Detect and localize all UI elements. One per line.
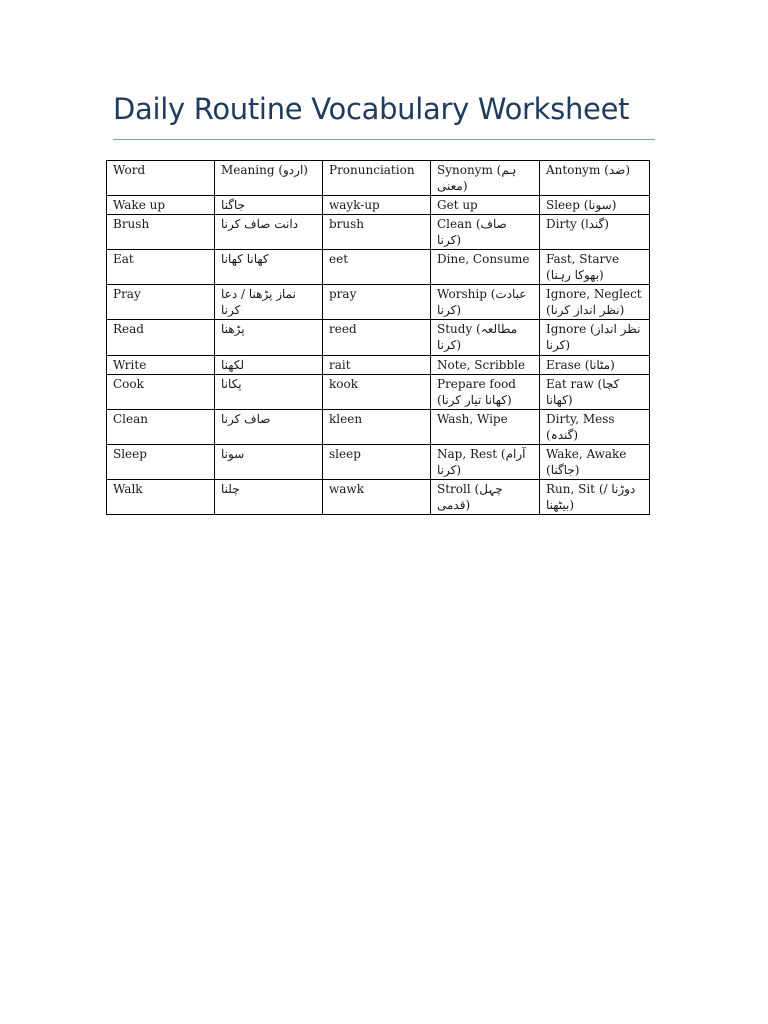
cell-meaning: دانت صاف کرنا (215, 215, 323, 250)
cell-antonym: Fast, Starve (بھوکا رہنا) (540, 250, 650, 285)
table-row (107, 375, 650, 410)
cell-synonym: Note, Scribble (431, 356, 540, 375)
cell-meaning: لکھنا (215, 356, 323, 375)
cell-word: Pray (107, 285, 215, 320)
header-word: Word (107, 161, 215, 196)
cell-pronunciation: kook (323, 375, 431, 410)
cell-antonym: Ignore (نظر انداز کرنا) (540, 320, 650, 356)
cell-meaning: سونا (215, 445, 323, 480)
cell-meaning: جاگنا (215, 196, 323, 215)
cell-word: Cook (107, 375, 215, 410)
cell-meaning: صاف کرنا (215, 410, 323, 445)
header-meaning: Meaning (اردو) (215, 161, 323, 196)
cell-antonym: Ignore, Neglect (نظر انداز کرنا) (540, 285, 650, 320)
table-row (107, 250, 650, 285)
header-synonym: Synonym (ہم معنی) (431, 161, 540, 196)
cell-synonym: Dine, Consume (431, 250, 540, 285)
cell-meaning: چلنا (215, 480, 323, 515)
cell-antonym: Eat raw (کچا کھانا) (540, 375, 650, 410)
vocabulary-table (106, 160, 650, 515)
cell-synonym: Prepare food (کھانا تیار کرنا) (431, 375, 540, 410)
table-row (107, 445, 650, 480)
cell-pronunciation: brush (323, 215, 431, 250)
cell-antonym: Dirty, Mess (گندہ) (540, 410, 650, 445)
cell-word: Write (107, 356, 215, 375)
cell-pronunciation: wayk-up (323, 196, 431, 215)
cell-pronunciation: eet (323, 250, 431, 285)
cell-word: Clean (107, 410, 215, 445)
cell-pronunciation: wawk (323, 480, 431, 515)
cell-word: Sleep (107, 445, 215, 480)
table-header-row (107, 161, 650, 196)
table-row (107, 410, 650, 445)
cell-word: Eat (107, 250, 215, 285)
cell-meaning: نماز پڑھنا / دعا کرنا (215, 285, 323, 320)
table-row (107, 480, 650, 515)
table-row (107, 196, 650, 215)
cell-antonym: Dirty (گندا) (540, 215, 650, 250)
cell-synonym: Worship (عبادت کرنا) (431, 285, 540, 320)
cell-synonym: Get up (431, 196, 540, 215)
table-row (107, 356, 650, 375)
cell-word: Brush (107, 215, 215, 250)
cell-word: Read (107, 320, 215, 356)
cell-pronunciation: sleep (323, 445, 431, 480)
cell-synonym: Stroll (چہل قدمی) (431, 480, 540, 515)
cell-synonym: Wash, Wipe (431, 410, 540, 445)
table-row (107, 215, 650, 250)
header-antonym: Antonym (ضد) (540, 161, 650, 196)
cell-antonym: Sleep (سونا) (540, 196, 650, 215)
cell-meaning: پکانا (215, 375, 323, 410)
cell-antonym: Erase (مٹانا) (540, 356, 650, 375)
cell-pronunciation: kleen (323, 410, 431, 445)
cell-word: Walk (107, 480, 215, 515)
cell-pronunciation: rait (323, 356, 431, 375)
cell-meaning: کھانا کھانا (215, 250, 323, 285)
cell-word: Wake up (107, 196, 215, 215)
header-pronunciation: Pronunciation (323, 161, 431, 196)
document-title: Daily Routine Vocabulary Worksheet (113, 92, 630, 126)
cell-meaning: پڑھنا (215, 320, 323, 356)
title-underline (113, 139, 655, 140)
table-row (107, 285, 650, 320)
cell-antonym: Run, Sit (دوڑنا / بیٹھنا) (540, 480, 650, 515)
cell-synonym: Study (مطالعہ کرنا) (431, 320, 540, 356)
cell-pronunciation: reed (323, 320, 431, 356)
cell-pronunciation: pray (323, 285, 431, 320)
cell-synonym: Nap, Rest (آرام کرنا) (431, 445, 540, 480)
cell-synonym: Clean (صاف کرنا) (431, 215, 540, 250)
table-row (107, 320, 650, 356)
cell-antonym: Wake, Awake (جاگنا) (540, 445, 650, 480)
